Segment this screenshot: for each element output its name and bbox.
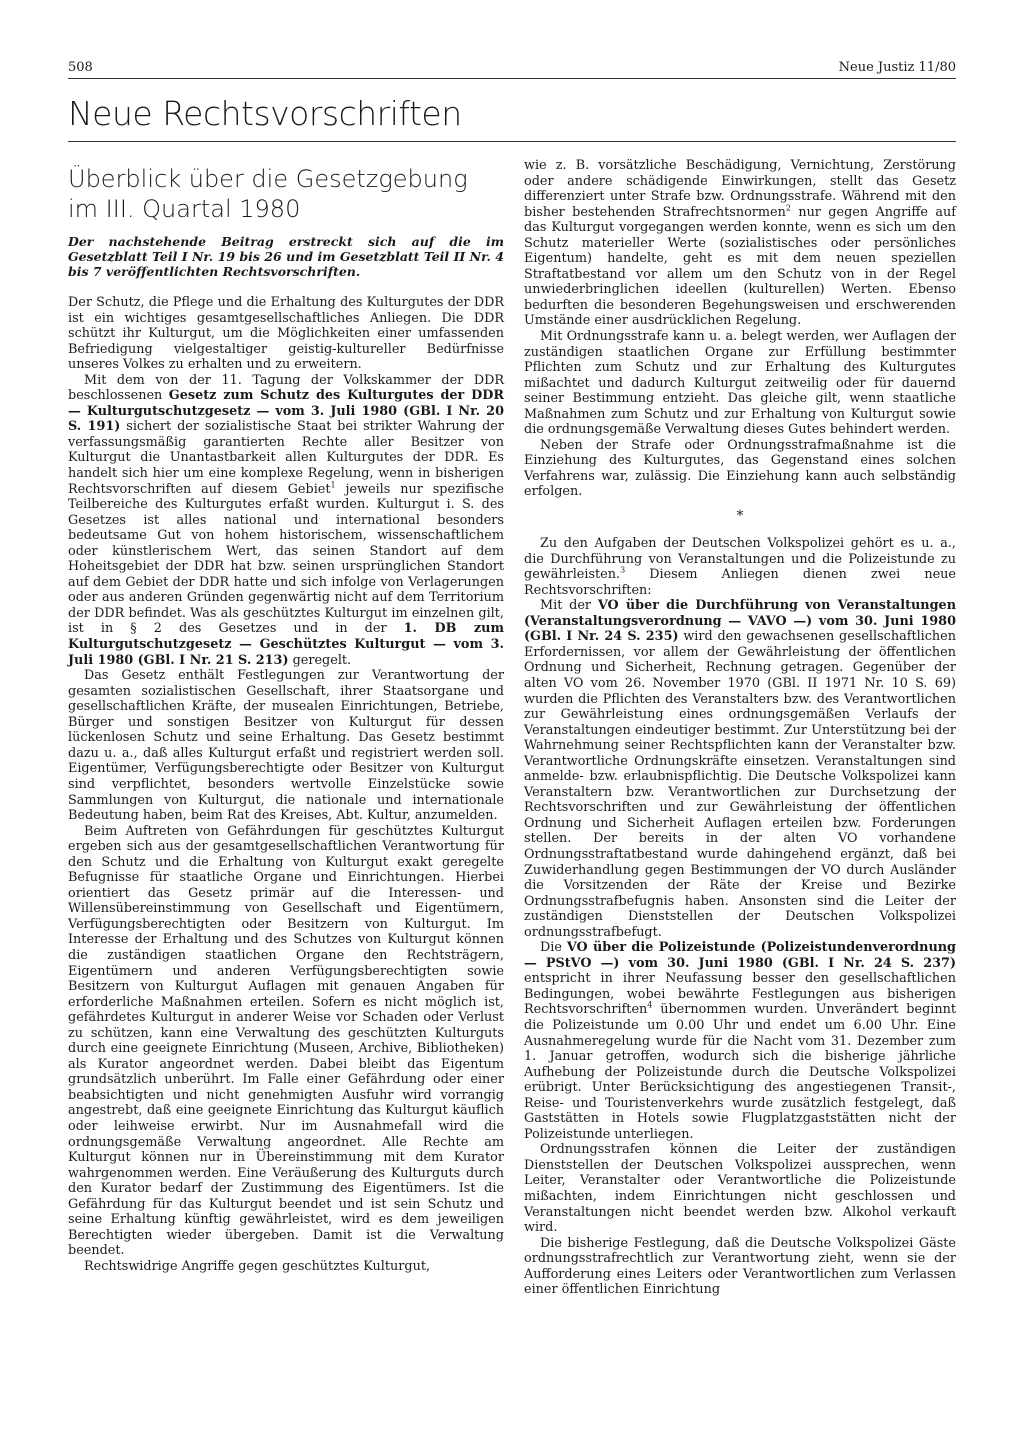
article-lead: Der nachstehende Beitrag erstreckt sich auf die im Gesetzblatt Teil I Nr. 19 bis 26 und im Gesetzblatt Teil II Nr. 4 bis 7 veröffentlichten Rechtsvorschriften. — [68, 234, 504, 279]
section-title: Neue Rechtsvorschriften — [68, 94, 956, 142]
article-title-line-2: im III. Quartal 1980 — [68, 195, 301, 223]
text: geregelt. — [288, 652, 352, 668]
paragraph: Beim Auftreten von Gefährdungen für geschütztes Kulturgut ergeben sich aus der gesamtgesellschaftlichen Verantwortung für den Schutz und die Erhaltung von Kulturgut exakt geregelte Befugnisse für staatliche Organe und Einrichtungen. Hierbei orientiert das Gesetz primär auf die Interessen- und Willensübereinstimmung von Gesellschaft und Eigentümern, Verfügungsberechtigten oder Besitzern von Kulturgut. Im Interesse der Erhaltung und des Schutzes von Kulturgut können die zuständigen staatlichen Organe den Rechtsträgern, Eigentümern und anderen Verfügungsberechtigten sowie Besitzern von Kulturgut Auflagen mit genauen Angaben für erforderliche Maßnahmen erteilen. Sofern es nicht möglich ist, gefährdetes Kulturgut in anderer Weise vor Schaden oder Verlust zu schützen, kann eine Verwaltung des geschützten Kulturguts durch eine geeignete Einrichtung (Museen, Archive, Bibliotheken) als Kurator angeordnet werden. Dabei bleibt das Eigentum grundsätzlich unberührt. Im Falle einer Gefährdung oder einer beabsichtigten und nicht genehmigten Ausfuhr wird vorrangig angestrebt, daß eine geeignete Einrichtung das Kulturgut käuflich oder leihweise erwirbt. Nur im Ausnahmefall wird die ordnungsgemäße Verwaltung angeordnet. Alle Rechte am Kulturgut können nur in Übereinstimmung mit dem Kurator wahrgenommen werden. Eine Veräußerung des Kulturguts durch den Kurator bedarf der Zustimmung des Eigentümers. Ist die Gefährdung für das Kulturgut beendet und ist sein Schutz und seine Erhaltung künftig gewährleistet, wird es dem jeweiligen Berechtigten wieder übergeben. Damit ist die Verwaltung beendet. — [68, 823, 504, 1259]
paragraph: Neben der Strafe oder Ordnungsstrafmaßnahme ist die Einziehung des Kulturgutes, das Gegenstand eines solchen Verfahrens war, zulässig. Die Einziehung kann auch selbständig erfolgen. — [524, 437, 956, 500]
paragraph: Die bisherige Festlegung, daß die Deutsche Volkspolizei Gäste ordnungsstrafrechtlich zur Verantwortung zieht, wenn sie der Aufforderung eines Leiters oder Verantwortlichen zum Verlassen einer öffentlichen Einrichtung — [524, 1235, 956, 1298]
text: jeweils nur spezifische Teilbereiche des Kulturgutes erfaßt wurden. Kulturgut i. S. des Gesetzes ist alles national und international besonders bedeutsame Gut von hohem historischem, wissenschaftlichem oder künstlerischem Wert, das seinen Standort auf dem Hoheitsgebiet der DDR hat bzw. seinen ursprünglichen Standort auf dem Gebiet der DDR hatte und sich infolge von Verlagerungen oder aus anderen Gründen gegenwärtig nicht auf dem Territorium der DDR befindet. Was als geschütztes Kulturgut im einzelnen gilt, ist in § 2 des Gesetzes und in der — [68, 481, 504, 637]
paragraph — [524, 536, 956, 598]
text: Diesem Anliegen dienen zwei neue Rechtsvorschriften: — [524, 567, 956, 598]
journal-page — [68, 58, 956, 1418]
law-citation: 1. DB zum Kulturgutschutzgesetz — Geschütztes Kulturgut — vom 3. Juli 1980 (GBl. I Nr. 21 S. 213) — [68, 621, 504, 668]
text: wird den gewachsenen gesellschaftlichen Erfordernissen, vor allem der Gewährleistung der öffentlichen Ordnung und Sicherheit, Rechnung getragen. Gegenüber der alten VO vom 26. November 1970 (GBl. II 1971 Nr. 10 S. 69) wurden die Pflichten des Veranstalters bzw. des Verantwortlichen zur Gewährleistung eines ordnungsgemäßen Verlaufs der Veranstaltungen eindeutiger bestimmt. Zur Unterstützung bei der Wahrnehmung seiner Rechtspflichten kann der Veranstalter bzw. Verantwortliche Ordnungskräfte einsetzen. Veranstaltungen sind anmelde- bzw. erlaubnispflichtig. Die Deutsche Volkspolizei kann Veranstaltern bzw. Verantwortlichen zur Durchsetzung der Rechtsvorschriften und zur Gewährleistung der öffentlichen Ordnung und Sicherheit Auflagen erteilen bzw. Forderungen stellen. Der bereits in der alten VO vorhandene Ordnungsstraftatbestand wurde dahingehend ergänzt, daß bei Zuwiderhandlung gegen Bestimmungen der VO durch Ausländer die Vorsitzenden der Räte der Kreise und Bezirke Ordnungsstrafbefugnis haben. Ansonsten sind die Leiter der zuständigen Dienststellen der Deutschen Volkspolizei ordnungsstrafbefugt. — [524, 629, 956, 940]
journal-issue: Neue Justiz 11/80 — [838, 60, 956, 75]
page-header — [68, 58, 956, 79]
paragraph: Das Gesetz enthält Festlegungen zur Verantwortung der gesamten sozialistischen Gesellschaft, ihrer Staatsorgane und gesellschaftlichen Kräfte, der musealen Einrichtungen, Betriebe, Bürger und sonstigen Besitzer von Kulturgut für dessen lückenlosen Schutz und seine Erhaltung. Das Gesetz bestimmt dazu u. a., daß alles Kulturgut erfaßt und registriert werden soll. Eigentümer, Verfügungsberechtigte oder Besitzer von Kulturgut sind verpflichtet, besonders wertvolle Einzelstücke sowie Sammlungen von Kulturgut, die nationale und internationale Bedeutung haben, beim Rat des Kreises, Abt. Kultur, anzumelden. — [68, 668, 504, 824]
paragraph — [68, 373, 504, 668]
paragraph: Rechtswidrige Angriffe gegen geschütztes Kulturgut, — [84, 1258, 431, 1274]
article-title-line-1: Überblick über die Gesetzgebung — [68, 165, 468, 193]
footnote-ref: 2 — [785, 203, 791, 213]
footnote-ref: 1 — [330, 480, 336, 490]
text: Mit der — [540, 598, 598, 614]
footnote-ref: 4 — [647, 1001, 653, 1011]
text: nur gegen Angriffe auf das Kulturgut vorgegangen werden konnte, wenn es sich um den Schutz materieller Werte (sozialistisches oder persönliches Eigentum) handelte, geht es mit dem neuen speziellen Straftatbestand vor allem um den Schutz von in der Regel unwiederbringlichen ideellen (kulturellen) Werten. Ebenso bedurften die besonderen Begehungsweisen und erschwerenden Umstände einer ausdrücklichen Regelung. — [524, 204, 956, 329]
law-citation: VO über die Durchführung von Veranstaltungen (Veranstaltungsverordnung — VAVO —) vom 30. Juni 1980 (GBl. I Nr. 24 S. 235) — [524, 598, 956, 645]
text: entspricht in ihrer Neufassung besser den gesellschaftlichen Bedingungen, wobei bewährte Festlegungen aus bisherigen Rechtsvorschriften — [524, 971, 956, 1018]
footnote-ref: 3 — [620, 565, 626, 575]
text: Mit dem von der 11. Tagung der Volkskammer der DDR beschlossenen — [68, 372, 504, 404]
paragraph — [524, 158, 956, 329]
article-title — [68, 164, 504, 224]
text: Die — [540, 940, 567, 956]
text: übernommen wurden. Unverändert beginnt die Polizeistunde um 0.00 Uhr und endet um 6.00 Uhr. Eine Ausnahmeregelung wurde für die Nacht vom 31. Dezember zum 1. Januar getroffen, wodurch sich die bisherige jährliche Aufhebung der Polizeistunde durch die Deutsche Volkspolizei erübrigt. Unter Berücksichtigung des angestiegenen Transit-, Reise- und Touristenverkehrs wurde zusätzlich festgelegt, daß Gaststätten in Hotels sowie Flugplatzgaststätten nicht der Polizeistunde unterliegen. — [524, 1002, 956, 1142]
left-column — [68, 158, 504, 1274]
law-citation: VO über die Polizeistunde (Polizeistundenverordnung — PStVO —) vom 30. Juni 1980 (GBl. I Nr. 24 S. 237) — [524, 940, 956, 971]
paragraph: Der Schutz, die Pflege und die Erhaltung des Kulturgutes der DDR ist ein wichtiges gesamtgesellschaftliches Anliegen. Die DDR schützt ihr Kulturgut, um die Möglichkeiten einer umfassenden Befriedigung vielgestaltiger geistig-kultureller Bedürfnisse unseres Volkes zu erhalten und zu erweitern. — [68, 295, 504, 373]
paragraph — [524, 940, 956, 1142]
text: Zu den Aufgaben der Deutschen Volkspolizei gehört es u. a., die Durchführung von Veranstaltungen und die Polizeistunde zu gewährleisten. — [524, 536, 956, 583]
text: sichert der sozialistische Staat bei strikter Wahrung der verfassungsmäßig garantierten Rechte aller Besitzer von Kulturgut die Unantastbarkeit allen Kulturgutes der DDR. Es handelt sich hier um eine komplexe Regelung, wenn in bisherigen Rechtsvorschriften auf diesem Gebiet — [68, 419, 504, 497]
right-column — [524, 158, 956, 1298]
paragraph: Mit Ordnungsstrafe kann u. a. belegt werden, wer Auflagen der zuständigen staatlichen Organe zur Erfüllung bestimmter Pflichten zum Schutz und zur Erhaltung des Kulturgutes mißachtet und dadurch Kulturgut zeitweilig oder für dauernd seiner Bestimmung entzieht. Das gleiche gilt, wenn staatliche Maßnahmen zum Schutz und zur Erhaltung von Kulturgut sowie die ordnungsgemäße Verwaltung dieses Gutes behindert werden. — [524, 329, 956, 438]
text: wie z. B. vorsätzliche Beschädigung, Vernichtung, Zerstörung oder andere schädigende Einwirkungen, stellt das Gesetz differenziert unter Strafe bzw. Ordnungsstrafe. Während mit den bisher bestehenden Strafrechtsnormen — [524, 158, 956, 220]
page-number: 508 — [68, 60, 93, 75]
paragraph: Ordnungsstrafen können die Leiter der zuständigen Dienststellen der Deutschen Volkspolizei aussprechen, wenn Leiter, Veranstalter oder Verantwortliche die Polizeistunde mißachten, indem Einrichtungen nicht geschlossen und Veranstaltungen nicht beendet werden bzw. Alkohol verkauft wird. — [524, 1142, 956, 1236]
paragraph — [524, 598, 956, 940]
law-citation: Gesetz zum Schutz des Kulturgutes der DDR — Kulturgutschutzgesetz — vom 3. Juli 1980 (GBl. I Nr. 20 S. 191) — [68, 388, 504, 435]
section-separator: * — [736, 508, 744, 525]
